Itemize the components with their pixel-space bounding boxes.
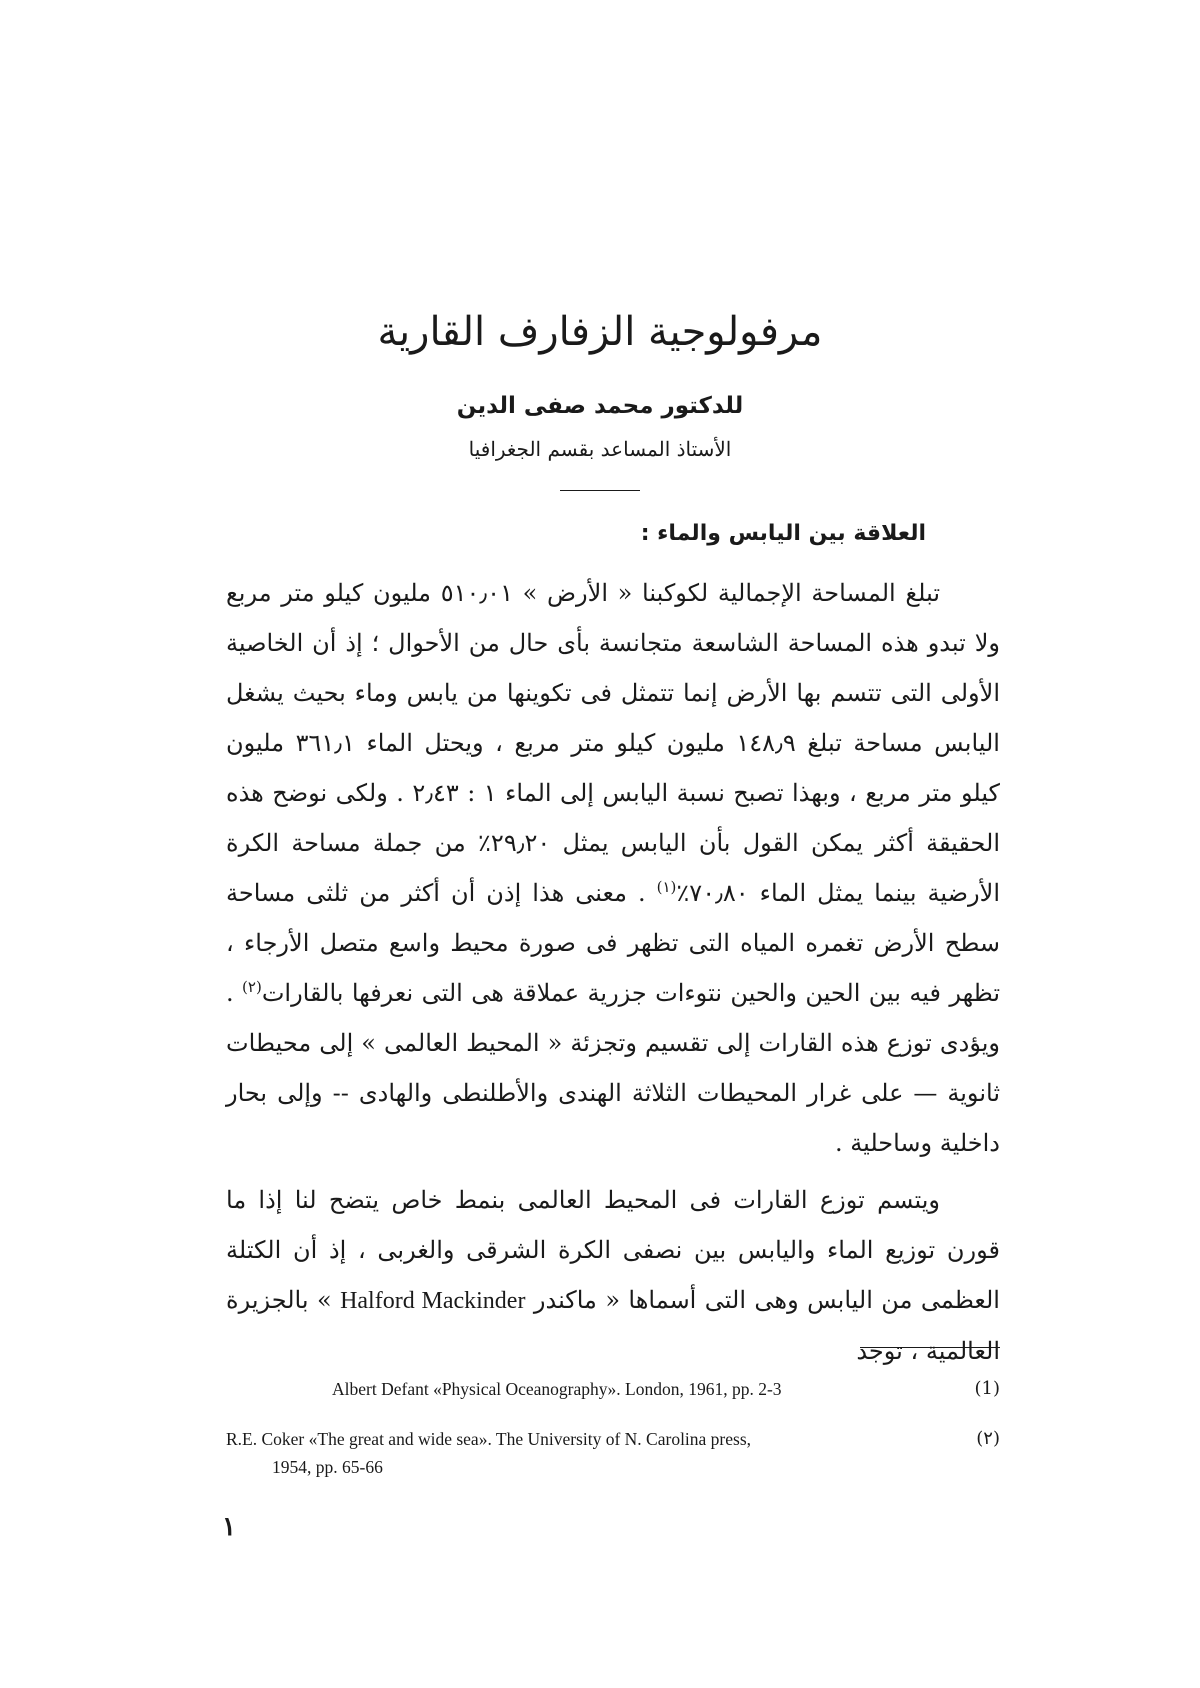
title-divider <box>560 490 640 491</box>
footnote-2 <box>226 1425 1000 1481</box>
footnote-2-citation: R.E. Coker «The great and wide sea». The University of N. Carolina press, <box>226 1429 752 1449</box>
footnote-ref-2: (٢) <box>242 978 262 996</box>
section-heading: العلاقة بين اليابس والماء : <box>640 521 926 546</box>
paragraph-1 <box>226 568 1000 1168</box>
paragraph-2-part-1: ويتسم توزع القارات فى المحيط العالمى بنمط خاص يتضح لنا إذا ما قورن توزيع الماء واليابس بين نصفى الكرة الشرقى والغربى ، إذ أن الكتلة العظمى من اليابس وهى التى أسماها « ماكندر <box>226 1186 1000 1314</box>
footnote-2-marker: (٢) <box>976 1428 1000 1449</box>
footnote-1-citation: Albert Defant «Physical Oceanography». London, 1961, pp. 2-3 <box>332 1379 782 1399</box>
footnote-ref-1: (١) <box>656 878 677 896</box>
footnote-divider <box>860 1347 1000 1348</box>
paragraph-1-part-1: تبلغ المساحة الإجمالية لكوكبنا « الأرض » ٥١٠٫٠١ مليون كيلو متر مربع ولا تبدو هذه المساحة الشاسعة متجانسة بأى حال من الأحوال ؛ إذ أن الخاصية الأولى التى تتسم بها الأرض إنما تتمثل فى تكوينها من يابس وماء بحيث يشغل اليابس مساحة تبلغ ١٤٨٫٩ مليون كيلو متر مربع ، ويحتل الماء ٣٦١٫١ مليون كيلو متر مربع ، وبهذا تصبح نسبة اليابس إلى الماء ١ : ٢٫٤٣ . ولكى نوضح هذه الحقيقة أكثر يمكن القول بأن اليابس يمثل ٢٩٫٢٠٪ من جملة مساحة الكرة الأرضية بينما يمثل الماء ٧٠٫٨٠٪ <box>226 579 1000 907</box>
latin-name: Halford Mackinder <box>340 1288 526 1314</box>
author-name: للدكتور محمد صفى الدين <box>456 393 744 419</box>
paragraph-2 <box>226 1175 1000 1376</box>
footnote-2-text <box>226 1425 956 1481</box>
footnote-1-text <box>226 1375 956 1403</box>
article-title: مرفولوجية الزفارف القارية <box>377 309 823 355</box>
footnote-1 <box>226 1375 1000 1403</box>
page-number: ١ <box>222 1512 236 1542</box>
paragraph-2-part-2: » بالجزيرة العالمية ، توجد <box>226 1286 1000 1365</box>
paragraph-1-part-3: . ويؤدى توزع هذه القارات إلى تقسيم وتجزئة « المحيط العالمى » إلى محيطات ثانوية — على غرار المحيطات الثلاثة الهندى والأطلنطى والهادى -- وإلى بحار داخلية وساحلية . <box>226 979 1000 1157</box>
footnote-2-continuation: 1954, pp. 65-66 <box>272 1457 383 1477</box>
author-position: الأستاذ المساعد بقسم الجغرافيا <box>468 437 732 461</box>
footnote-1-marker: (1) <box>974 1378 1000 1399</box>
paragraph-1-part-2: . معنى هذا إذن أن أكثر من ثلثى مساحة سطح الأرض تغمره المياه التى تظهر فى صورة محيط واسع متصل الأرجاء ، تظهر فيه بين الحين والحين نتوءات جزرية عملاقة هى التى نعرفها بالقارات <box>226 879 1000 1007</box>
